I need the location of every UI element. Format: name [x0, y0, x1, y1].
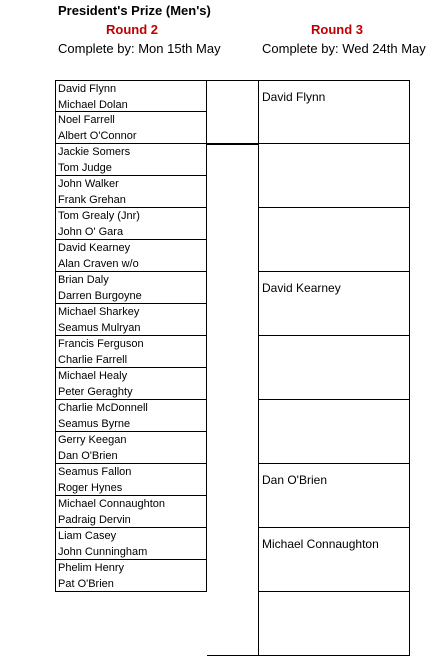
round-3-slot: Michael Connaughton: [258, 528, 410, 592]
round-2-match: [55, 240, 207, 272]
player-name: Brian Daly: [58, 274, 109, 286]
round-2-match: [55, 304, 207, 336]
bracket-connector: [207, 80, 258, 144]
round-2-match: [55, 272, 207, 304]
player-name: David Flynn: [58, 83, 117, 95]
player-name: Peter Geraghty: [58, 386, 133, 398]
player-name: Gerry Keegan: [58, 434, 127, 446]
round-2-heading: Round 2: [106, 22, 158, 37]
player-name: Tom Judge: [58, 162, 112, 174]
round-3-heading: Round 3: [311, 22, 363, 37]
player-name: Charlie Farrell: [58, 354, 128, 366]
player-name: John Walker: [58, 178, 119, 190]
round-2-match: [55, 560, 207, 592]
bracket-connector: [207, 144, 258, 656]
round-2-match: [55, 336, 207, 368]
player-name: Seamus Byrne: [58, 418, 131, 430]
player-name: Michael Sharkey: [58, 306, 140, 318]
round-3-slot: [258, 208, 410, 272]
round-3-deadline: Complete by: Wed 24th May: [262, 41, 426, 56]
player-name: Darren Burgoyne: [58, 290, 142, 302]
player-name: Alan Craven w/o: [58, 258, 139, 270]
player-name: Francis Ferguson: [58, 338, 144, 350]
round-2-match: [55, 400, 207, 432]
player-name: Jackie Somers: [58, 146, 131, 158]
player-name: Michael Dolan: [58, 99, 128, 111]
round-3-slot: [258, 144, 410, 208]
player-name: Pat O'Brien: [58, 578, 114, 590]
round-2-match: [55, 112, 207, 144]
player-name: John O' Gara: [58, 226, 124, 238]
round-2-match: [55, 208, 207, 240]
player-name: Michael Connaughton: [58, 498, 166, 510]
player-name: John Cunningham: [58, 546, 148, 558]
player-name: Noel Farrell: [58, 114, 115, 126]
player-name: Michael Healy: [58, 370, 128, 382]
round-2-match: [55, 464, 207, 496]
player-name: Seamus Mulryan: [58, 322, 141, 334]
round-3-bracket: [258, 80, 410, 656]
player-name: Liam Casey: [58, 530, 117, 542]
player-name: David Kearney: [58, 242, 131, 254]
page-title: President's Prize (Men's): [58, 3, 211, 18]
round-2-match: [55, 528, 207, 560]
round-2-match: [55, 176, 207, 208]
round-2-match: [55, 496, 207, 528]
player-name: Phelim Henry: [58, 562, 125, 574]
round-3-slot: David Flynn: [258, 80, 410, 144]
player-name: Seamus Fallon: [58, 466, 132, 478]
player-name: Tom Grealy (Jnr): [58, 210, 140, 222]
round-2-match: [55, 432, 207, 464]
round-3-slot: [258, 400, 410, 464]
round-2-deadline: Complete by: Mon 15th May: [58, 41, 221, 56]
player-name: Charlie McDonnell: [58, 402, 148, 414]
player-name: Dan O'Brien: [58, 450, 118, 462]
round-3-slot: David Kearney: [258, 272, 410, 336]
round-3-slot: [258, 592, 410, 656]
round-2-match: [55, 80, 207, 112]
round-2-bracket: [55, 80, 207, 592]
round-2-match: [55, 144, 207, 176]
bracket-connectors: [207, 80, 258, 656]
round-2-match: [55, 368, 207, 400]
player-name: Roger Hynes: [58, 482, 123, 494]
player-name: Padraig Dervin: [58, 514, 131, 526]
player-name: Albert O'Connor: [58, 130, 137, 142]
round-3-slot: [258, 336, 410, 400]
round-3-slot: Dan O'Brien: [258, 464, 410, 528]
player-name: Frank Grehan: [58, 194, 126, 206]
